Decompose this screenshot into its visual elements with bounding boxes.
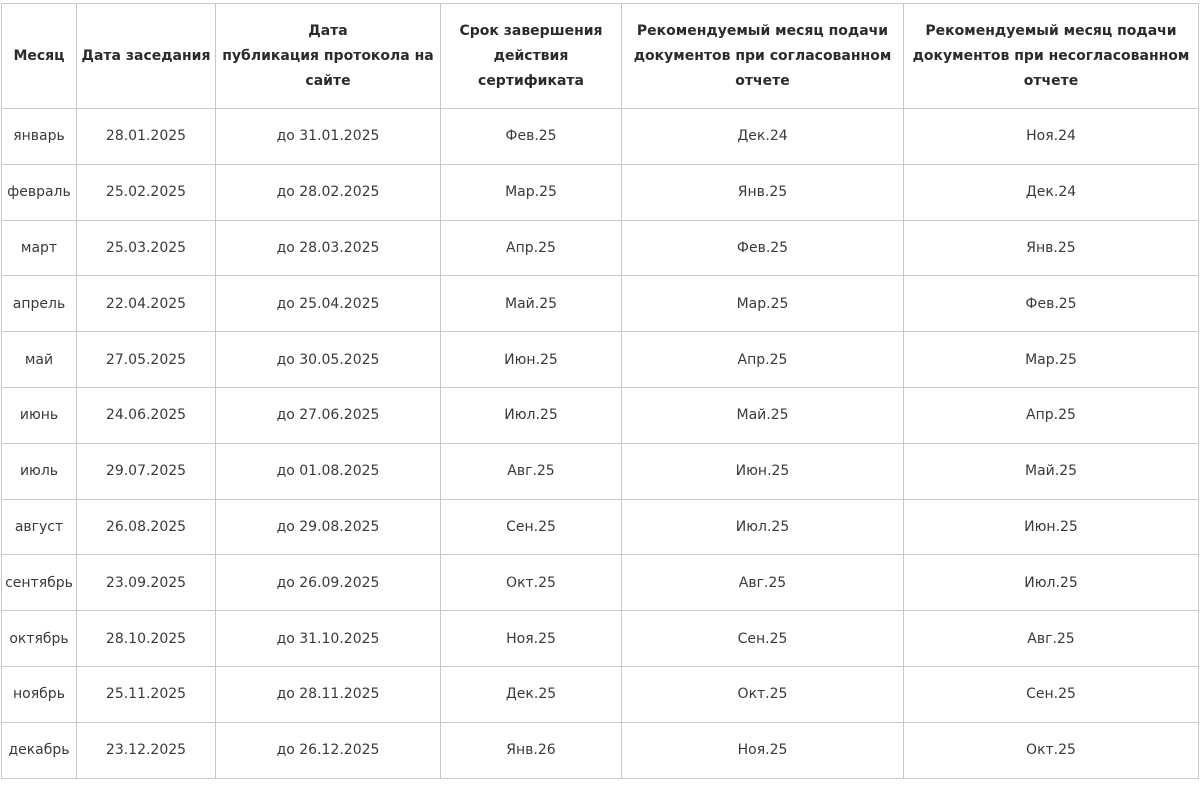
cell-recommended-month-agreed: Дек.24 bbox=[622, 109, 904, 165]
cell-recommended-month-not-agreed: Авг.25 bbox=[904, 611, 1199, 667]
table-header bbox=[2, 4, 1199, 109]
meeting-schedule-table bbox=[1, 3, 1199, 779]
header-certificate-expiry: Срок завершения действия сертификата bbox=[441, 4, 622, 109]
cell-recommended-month-not-agreed: Окт.25 bbox=[904, 722, 1199, 778]
cell-certificate-expiry: Фев.25 bbox=[441, 109, 622, 165]
cell-meeting-date: 25.11.2025 bbox=[77, 666, 216, 722]
cell-recommended-month-agreed: Янв.25 bbox=[622, 164, 904, 220]
cell-recommended-month-not-agreed: Июн.25 bbox=[904, 499, 1199, 555]
cell-recommended-month-agreed: Мар.25 bbox=[622, 276, 904, 332]
table-row bbox=[2, 332, 1199, 388]
cell-recommended-month-agreed: Июн.25 bbox=[622, 443, 904, 499]
cell-month: май bbox=[2, 332, 77, 388]
cell-recommended-month-agreed: Авг.25 bbox=[622, 555, 904, 611]
cell-month: октябрь bbox=[2, 611, 77, 667]
cell-month: июнь bbox=[2, 387, 77, 443]
cell-recommended-month-not-agreed: Фев.25 bbox=[904, 276, 1199, 332]
cell-month: март bbox=[2, 220, 77, 276]
cell-recommended-month-not-agreed: Янв.25 bbox=[904, 220, 1199, 276]
cell-certificate-expiry: Июн.25 bbox=[441, 332, 622, 388]
cell-recommended-month-agreed: Май.25 bbox=[622, 387, 904, 443]
cell-month: август bbox=[2, 499, 77, 555]
table-row bbox=[2, 220, 1199, 276]
cell-meeting-date: 28.10.2025 bbox=[77, 611, 216, 667]
header-recommended-month-agreed: Рекомендуемый месяц подачи документов при согласованном отчете bbox=[622, 4, 904, 109]
cell-recommended-month-not-agreed: Сен.25 bbox=[904, 666, 1199, 722]
cell-meeting-date: 26.08.2025 bbox=[77, 499, 216, 555]
cell-recommended-month-not-agreed: Апр.25 bbox=[904, 387, 1199, 443]
cell-protocol-publication-date: до 29.08.2025 bbox=[216, 499, 441, 555]
cell-protocol-publication-date: до 25.04.2025 bbox=[216, 276, 441, 332]
cell-meeting-date: 25.03.2025 bbox=[77, 220, 216, 276]
cell-protocol-publication-date: до 31.10.2025 bbox=[216, 611, 441, 667]
table-row bbox=[2, 611, 1199, 667]
header-protocol-publication-date-text: Дата публикация протокола на сайте bbox=[222, 22, 434, 89]
cell-protocol-publication-date: до 01.08.2025 bbox=[216, 443, 441, 499]
cell-recommended-month-not-agreed: Мар.25 bbox=[904, 332, 1199, 388]
cell-meeting-date: 22.04.2025 bbox=[77, 276, 216, 332]
cell-certificate-expiry: Сен.25 bbox=[441, 499, 622, 555]
cell-protocol-publication-date: до 31.01.2025 bbox=[216, 109, 441, 165]
cell-meeting-date: 28.01.2025 bbox=[77, 109, 216, 165]
cell-certificate-expiry: Янв.26 bbox=[441, 722, 622, 778]
table-body bbox=[2, 109, 1199, 779]
cell-certificate-expiry: Апр.25 bbox=[441, 220, 622, 276]
cell-recommended-month-agreed: Ноя.25 bbox=[622, 722, 904, 778]
cell-recommended-month-agreed: Фев.25 bbox=[622, 220, 904, 276]
cell-certificate-expiry: Мар.25 bbox=[441, 164, 622, 220]
header-protocol-publication-date bbox=[216, 4, 441, 109]
table-row bbox=[2, 722, 1199, 778]
cell-recommended-month-agreed: Окт.25 bbox=[622, 666, 904, 722]
cell-meeting-date: 29.07.2025 bbox=[77, 443, 216, 499]
cell-recommended-month-agreed: Июл.25 bbox=[622, 499, 904, 555]
cell-protocol-publication-date: до 28.03.2025 bbox=[216, 220, 441, 276]
table-row bbox=[2, 164, 1199, 220]
header-row bbox=[2, 4, 1199, 109]
cell-protocol-publication-date: до 28.02.2025 bbox=[216, 164, 441, 220]
cell-protocol-publication-date: до 28.11.2025 bbox=[216, 666, 441, 722]
table-row bbox=[2, 109, 1199, 165]
cell-recommended-month-agreed: Сен.25 bbox=[622, 611, 904, 667]
table-row bbox=[2, 555, 1199, 611]
cell-certificate-expiry: Май.25 bbox=[441, 276, 622, 332]
header-recommended-month-not-agreed: Рекомендуемый месяц подачи документов при несогласованном отчете bbox=[904, 4, 1199, 109]
cell-meeting-date: 23.09.2025 bbox=[77, 555, 216, 611]
cell-recommended-month-not-agreed: Дек.24 bbox=[904, 164, 1199, 220]
cell-protocol-publication-date: до 30.05.2025 bbox=[216, 332, 441, 388]
cell-month: декабрь bbox=[2, 722, 77, 778]
cell-recommended-month-not-agreed: Ноя.24 bbox=[904, 109, 1199, 165]
table-row bbox=[2, 443, 1199, 499]
cell-month: июль bbox=[2, 443, 77, 499]
cell-protocol-publication-date: до 27.06.2025 bbox=[216, 387, 441, 443]
table-row bbox=[2, 666, 1199, 722]
cell-month: февраль bbox=[2, 164, 77, 220]
cell-protocol-publication-date: до 26.09.2025 bbox=[216, 555, 441, 611]
cell-recommended-month-not-agreed: Июл.25 bbox=[904, 555, 1199, 611]
cell-meeting-date: 27.05.2025 bbox=[77, 332, 216, 388]
cell-protocol-publication-date: до 26.12.2025 bbox=[216, 722, 441, 778]
cell-certificate-expiry: Ноя.25 bbox=[441, 611, 622, 667]
table-row bbox=[2, 499, 1199, 555]
header-month: Месяц bbox=[2, 4, 77, 109]
cell-certificate-expiry: Окт.25 bbox=[441, 555, 622, 611]
header-meeting-date: Дата заседания bbox=[77, 4, 216, 109]
cell-meeting-date: 25.02.2025 bbox=[77, 164, 216, 220]
cell-meeting-date: 24.06.2025 bbox=[77, 387, 216, 443]
cell-month: сентябрь bbox=[2, 555, 77, 611]
cell-certificate-expiry: Июл.25 bbox=[441, 387, 622, 443]
cell-month: ноябрь bbox=[2, 666, 77, 722]
cell-month: апрель bbox=[2, 276, 77, 332]
table-row bbox=[2, 387, 1199, 443]
cell-recommended-month-not-agreed: Май.25 bbox=[904, 443, 1199, 499]
cell-certificate-expiry: Дек.25 bbox=[441, 666, 622, 722]
cell-certificate-expiry: Авг.25 bbox=[441, 443, 622, 499]
cell-month: январь bbox=[2, 109, 77, 165]
cell-recommended-month-agreed: Апр.25 bbox=[622, 332, 904, 388]
cell-meeting-date: 23.12.2025 bbox=[77, 722, 216, 778]
table-row bbox=[2, 276, 1199, 332]
